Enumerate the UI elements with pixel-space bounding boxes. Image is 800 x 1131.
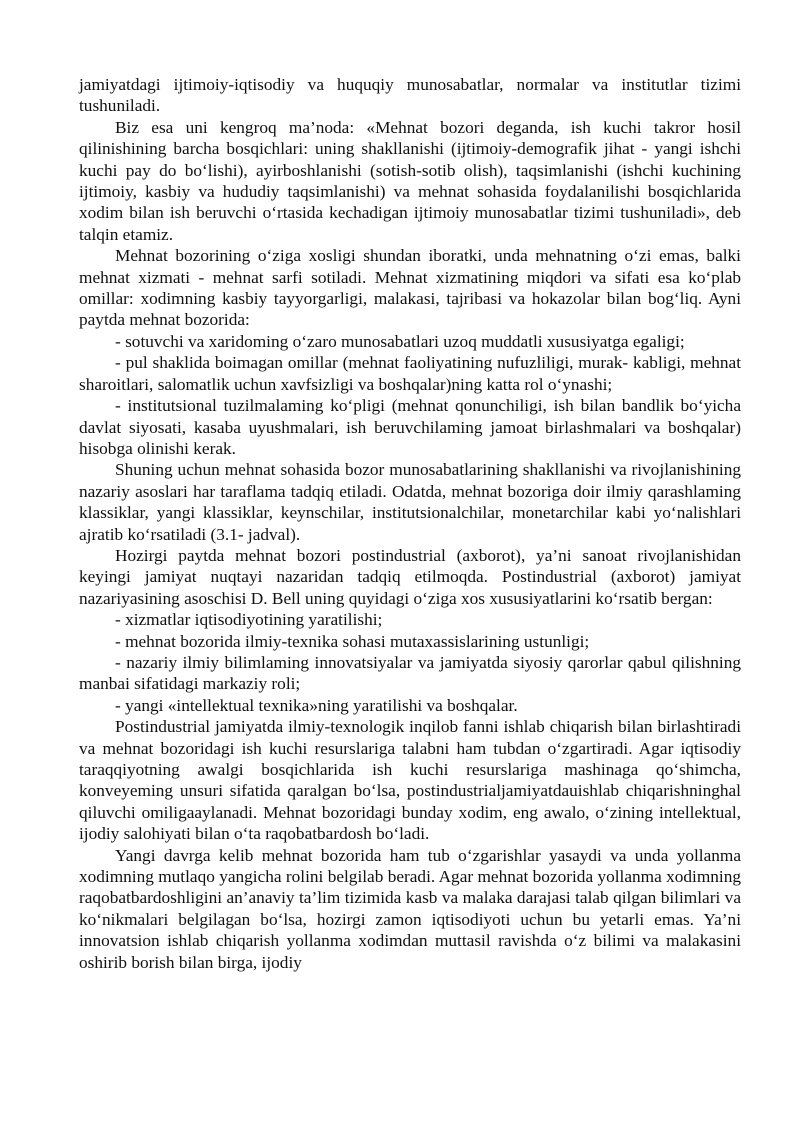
list-item-institutional-structures: - institutsional tuzilmalaming ko‘pligi (mehnat qonunchiligi, ish bilan bandlik bo‘yicha davlat siyosati, kasaba uyushmalari, ish beruvchilaming jamoat birlashmalari va boshqalar) hisobga olinishi kerak.	[79, 396, 741, 458]
paragraph-labor-market-specifics: Mehnat bozorining o‘ziga xosligi shundan iboratki, unda mehnatning o‘zi emas, balki mehnat xizmati - mehnat sarfi sotiladi. Mehnat xizmatining miqdori va sifati esa ko‘plab omillar: xodimning kasbiy tayyorgarligi, malakasi, tajribasi va hokazolar bilan bog‘liq. Ayni paytda mehnat bozorida:	[79, 246, 741, 330]
list-item-non-monetary-factors: - pul shaklida boimagan omillar (mehnat faoliyatining nufuzliligi, murak- kabligi, mehnat sharoitlari, salomatlik uchun xavfsizligi va boshqalar)ning katta rol o‘ynashi;	[79, 353, 741, 394]
paragraph-continuation: jamiyatdagi ijtimoiy-iqtisodiy va huquqiy munosabatlar, normalar va institutlar tizimi tushuniladi.	[79, 75, 741, 116]
paragraph-new-era-changes: Yangi davrga kelib mehnat bozorida ham tub o‘zgarishlar yasaydi va unda yollanma xodimning mutlaqo yangicha rolini belgilab beradi. Agar mehnat bozorida yollanma xodimning raqobatbardoshligini an’anaviy ta’lim tizimida kasb va malaka darajasi talab qilgan bilimlari va ko‘nikmalari belgilagan bo‘lsa, hozirgi zamon iqtisodiyoti uchun bu yetarli emas. Ya’ni innovatsion ishlab chiqarish yollanma xodimdan muttasil ravishda o‘z bilimi va malakasini oshirib borish bilan birga, ijodiy	[79, 845, 741, 972]
paragraph-theoretical-foundations: Shuning uchun mehnat sohasida bozor munosabatlarining shakllanishi va rivojlanishining nazariy asoslari har taraflama tadqiq etiladi. Odatda, mehnat bozoriga doir ilmiy qarashlaming klassiklar, yangi klassiklar, keynschilar, institutsionalchilar, monetarchilar kabi yo‘nalishlari ajratib ko‘rsatiladi (3.1- jadval).	[79, 460, 741, 544]
list-item-theoretical-knowledge: - nazariy ilmiy bilimlaming innovatsiyalar va jamiyatda siyosiy qarorlar qabul qilishning manbai sifatidagi markaziy roli;	[79, 652, 741, 694]
list-item-service-economy: - xizmatlar iqtisodiyotining yaratilishi;	[115, 610, 383, 630]
paragraph-scientific-revolution: Postindustrial jamiyatda ilmiy-texnologik inqilob fanni ishlab chiqarish bilan birlashtiradi va mehnat bozoridagi ish kuchi resurslariga talabni ham tubdan o‘zgartiradi. Agar iqtisodiy taraqqiyotning awalgi bosqichlarida ish kuchi resurslariga mashinaga qo‘shimcha, konveyeming unsuri sifatida qaralgan bo‘lsa, postindustrialjamiyatdauishlab chiqarishninghal qiluvchi omiligaaylanadi. Mehnat bozoridagi bunday xodim, eng awalo, o‘zining intellektual, ijodiy salohiyati bilan o‘ta raqobatbardosh bo‘ladi.	[79, 717, 741, 844]
list-item-science-specialists: - mehnat bozorida ilmiy-texnika sohasi mutaxassislarining ustunligi;	[115, 631, 590, 651]
list-item-intellectual-technology: - yangi «intellektual texnika»ning yaratilishi va boshqalar.	[115, 695, 518, 715]
document-page	[79, 74, 741, 973]
paragraph-labor-market-definition: Biz esa uni kengroq ma’noda: «Mehnat bozori deganda, ish kuchi takror hosil qilinishining barcha bosqichlari: uning shakllanishi (ijtimoiy-demografik jihat - yangi ishchi kuchi pay do bo‘lishi), ayirboshlanishi (sotish-sotib olish), taqsimlanishi (ishchi kuchining ijtimoiy, kasbiy va hududiy taqsimlanishi) va mehnat sohasida foydalanilishi bosqichlarida xodim bilan ish beruvchi o‘rtasida kechadigan ijtimoiy munosabatlar tizimi tushuniladi», deb talqin etamiz.	[79, 117, 741, 244]
paragraph-postindustrial-society: Hozirgi paytda mehnat bozori postindustrial (axborot), ya’ni sanoat rivojlanishidan keyingi jamiyat nuqtayi nazaridan tadqiq etilmoqda. Postindustrial (axborot) jamiyat nazariyasining asoschisi D. Bell uning quyidagi o‘ziga xos xususiyatlarini ko‘rsatib bergan:	[79, 545, 741, 608]
list-item-long-term-relations: - sotuvchi va xaridoming o‘zaro munosabatlari uzoq muddatli xususiyatga egaligi;	[115, 331, 685, 351]
